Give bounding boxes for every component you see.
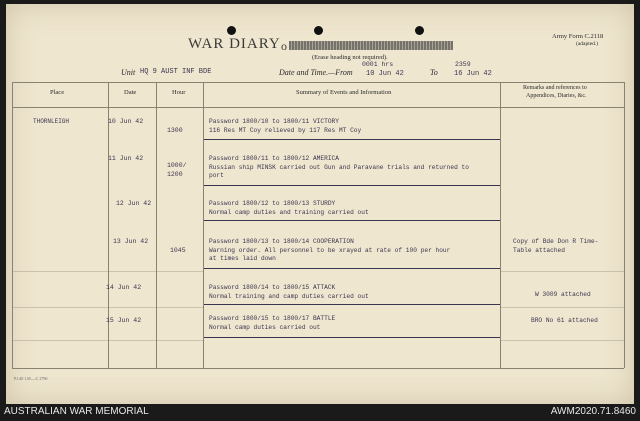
entry-line: port bbox=[209, 172, 224, 179]
war-diary-page bbox=[6, 4, 634, 404]
to-time: 2359 bbox=[455, 61, 471, 68]
entry-date: 15 Jun 42 bbox=[106, 317, 142, 324]
entry-separator bbox=[204, 139, 500, 140]
army-form-label: Army Form C.2118 bbox=[552, 33, 604, 40]
col-header-place: Place bbox=[50, 89, 65, 96]
to-label: To bbox=[430, 68, 438, 77]
entry-line: Password 1800/11 to 1800/12 AMERICA bbox=[209, 155, 339, 162]
ledger-line bbox=[500, 307, 624, 308]
unit-label: Unit bbox=[121, 68, 136, 77]
entry-date: 11 Jun 42 bbox=[108, 155, 144, 162]
entry-hour: 1200 bbox=[167, 171, 183, 178]
army-form-note: (adapted.) bbox=[576, 41, 599, 47]
entry-remark: Table attached bbox=[513, 247, 565, 254]
entry-line: Warning order. All personnel to be xrayed at rate of 100 per hour bbox=[209, 247, 451, 254]
col-border bbox=[156, 82, 157, 368]
punch-hole bbox=[314, 26, 323, 35]
ledger-line bbox=[500, 271, 624, 272]
entry-hour: 1000/ bbox=[167, 162, 187, 169]
entry-line: at times laid down bbox=[209, 255, 276, 262]
col-border bbox=[500, 82, 501, 368]
col-header-summary: Summary of Events and Information bbox=[296, 89, 392, 96]
entry-date: 14 Jun 42 bbox=[106, 284, 142, 291]
col-border bbox=[12, 82, 13, 368]
entry-separator bbox=[204, 337, 500, 338]
unit-value: HQ 9 AUST INF BDE bbox=[140, 68, 212, 76]
erase-note: (Erase heading not required). bbox=[312, 54, 388, 61]
caption-id: AWM2020.71.8460 bbox=[550, 406, 636, 417]
diary-title: WAR DIARY bbox=[188, 36, 281, 52]
date-time-label: Date and Time.—From bbox=[279, 68, 353, 77]
from-date: 10 Jun 42 bbox=[366, 70, 404, 78]
entry-separator bbox=[204, 304, 500, 305]
entry-date: 10 Jun 42 bbox=[108, 118, 144, 125]
entry-line: Normal camp duties carried out bbox=[209, 324, 321, 331]
erased-heading bbox=[289, 41, 453, 50]
col-header-remarks-2: Appendices, Diaries, &c. bbox=[526, 93, 587, 99]
entry-line: Password 1800/15 to 1800/17 BATTLE bbox=[209, 315, 336, 322]
entry-line: Password 1800/13 to 1800/14 COOPERATION bbox=[209, 238, 354, 245]
entry-remark: BRO No 61 attached bbox=[531, 317, 598, 324]
header-divider bbox=[12, 107, 624, 108]
entry-separator bbox=[204, 220, 500, 221]
entry-remark: Copy of Bde Don R Time- bbox=[513, 238, 599, 245]
ledger-line bbox=[12, 307, 204, 308]
entry-line: 116 Res MT Coy relieved by 117 Res MT Coy bbox=[209, 127, 362, 134]
title-suffix: o bbox=[281, 39, 287, 53]
punch-hole bbox=[227, 26, 236, 35]
entry-hour: 1300 bbox=[167, 127, 183, 134]
entry-line: Normal training and camp duties carried out bbox=[209, 293, 369, 300]
entry-date: 12 Jun 42 bbox=[116, 200, 152, 207]
entry-line: Password 1800/14 to 1800/15 ATTACK bbox=[209, 284, 336, 291]
entry-line: Password 1800/10 to 1800/11 VICTORY bbox=[209, 118, 339, 125]
entry-line: Password 1800/12 to 1800/13 STURDY bbox=[209, 200, 336, 207]
entry-line: Russian ship MINSK carried out Gun and Paravane trials and returned to bbox=[209, 164, 469, 171]
entry-place: THORNLEIGH bbox=[33, 118, 70, 125]
entry-separator bbox=[204, 268, 500, 269]
entry-date: 13 Jun 42 bbox=[113, 238, 149, 245]
col-border bbox=[624, 82, 625, 368]
ledger-line bbox=[12, 271, 204, 272]
entry-remark: W 3009 attached bbox=[535, 291, 591, 298]
col-border bbox=[203, 82, 204, 368]
col-header-hour: Hour bbox=[172, 89, 186, 96]
caption-source: AUSTRALIAN WAR MEMORIAL bbox=[4, 406, 149, 417]
punch-hole bbox=[415, 26, 424, 35]
print-code: P.140·1.M.—C.2790. bbox=[14, 376, 49, 381]
entry-hour: 1045 bbox=[170, 247, 186, 254]
col-header-remarks: Remarks and references to bbox=[523, 85, 587, 91]
table-top-line bbox=[12, 82, 624, 83]
entry-separator bbox=[204, 185, 500, 186]
ledger-line bbox=[12, 340, 204, 341]
to-date: 16 Jun 42 bbox=[454, 70, 492, 78]
table-bottom-line bbox=[12, 368, 624, 369]
ledger-line bbox=[500, 340, 624, 341]
from-time: 0001 hrs bbox=[362, 61, 394, 68]
col-header-date: Date bbox=[124, 89, 137, 96]
entry-line: Normal camp duties and training carried out bbox=[209, 209, 369, 216]
